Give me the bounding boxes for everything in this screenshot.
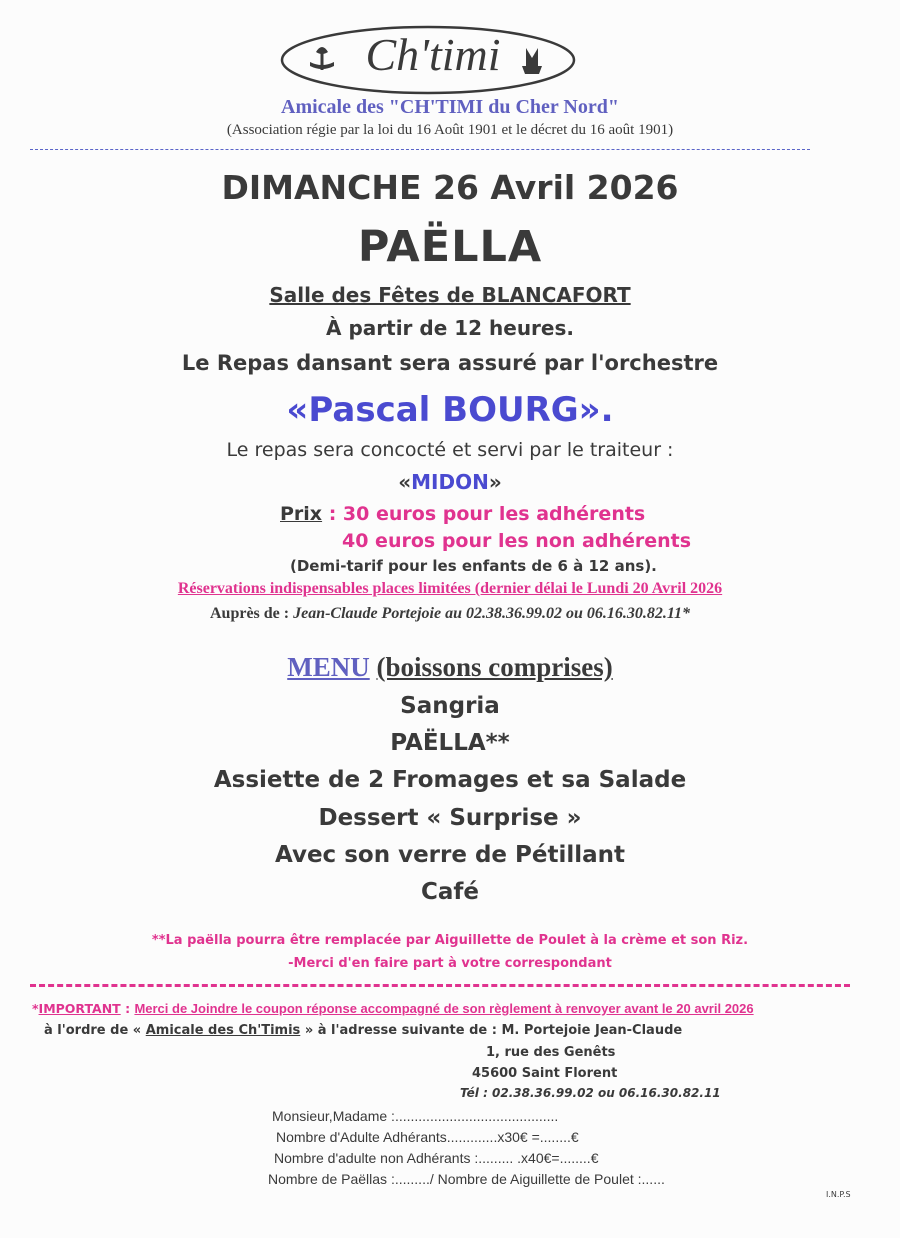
price-non-members: 40 euros pour les non adhérents (342, 530, 692, 552)
important-label: IMPORTANT (38, 1001, 121, 1016)
music-intro: Le Repas dansant sera assuré par l'orchestre (181, 351, 719, 375)
important-prefix: * (32, 1001, 39, 1016)
menu-footnote-2: -Merci d'en faire part à votre correspondant (288, 956, 612, 971)
menu-item: Sangria (400, 693, 500, 719)
contact-label: Auprès de : (209, 605, 290, 622)
orchestra-name: «Pascal BOURG». (286, 390, 614, 430)
price-line-members (280, 503, 645, 525)
order-suffix: » à l'adresse suivante de : M. Portejoie Jean-Claude (304, 1023, 683, 1038)
menu-item: Assiette de 2 Fromages et sa Salade (213, 767, 687, 793)
reservation-contact (0, 605, 900, 623)
printer-mark: I.N.P.S (826, 1190, 851, 1199)
caterer-line (0, 470, 900, 494)
address-line-2: 45600 Saint Florent (472, 1066, 618, 1081)
caterer-intro: Le repas sera concocté et servi par le traiteur : (226, 439, 674, 461)
price-children: (Demi-tarif pour les enfants de 6 à 12 ans). (290, 557, 657, 575)
coupon-divider (30, 984, 850, 987)
venue-text: Salle des Fêtes de BLANCAFORT (269, 283, 631, 307)
legal-note: (Association régie par la loi du 16 Août 1901 et le décret du 16 août 1901) (226, 122, 674, 138)
reservation-notice: Réservations indispensables places limitées (dernier délai le Lundi 20 Avril 2026 (177, 580, 723, 597)
important-text: Merci de Joindre le coupon réponse accompagné de son règlement à renvoyer avant le 20 avril 2026 (134, 1001, 754, 1016)
order-name: Amicale des Ch'Timis (145, 1023, 301, 1038)
field-name: Monsieur,Madame :.......................................... (272, 1108, 559, 1124)
field-counts: Nombre de Paëllas :........./ Nombre de Aiguillette de Poulet :...... (268, 1171, 665, 1187)
contact-info: Jean-Claude Portejoie au 02.38.36.99.02 ou 06.16.30.82.11* (293, 605, 690, 622)
menu-footnote-1: **La paëlla pourra être remplacée par Aiguillette de Poulet à la crème et son Riz. (151, 933, 749, 948)
logo-text: Ch'timi (365, 29, 501, 80)
menu-item: Avec son verre de Pétillant (274, 842, 626, 868)
menu-heading (0, 652, 900, 683)
important-colon: : (120, 1001, 131, 1016)
logo (278, 22, 578, 98)
order-prefix: à l'ordre de « (44, 1023, 142, 1038)
menu-item: PAËLLA** (390, 730, 510, 756)
event-venue (0, 283, 900, 307)
caterer-open-quote: « (398, 470, 412, 494)
caterer-close-quote: » (488, 470, 502, 494)
event-time: À partir de 12 heures. (326, 316, 574, 340)
menu-subtitle: (boissons comprises) (376, 652, 613, 682)
caterer-name: MIDON (411, 470, 489, 494)
price-members: 30 euros pour les adhérents (342, 503, 646, 525)
menu-title: MENU (287, 652, 370, 682)
phone-line: Tél : 02.38.36.99.02 ou 06.16.30.82.11 (460, 1086, 721, 1100)
association-name: Amicale des "CH'TIMI du Cher Nord" (281, 96, 619, 118)
field-adult-non-members: Nombre d'adulte non Adhérants :......... .x40€=........€ (274, 1150, 599, 1166)
menu-item: Café (420, 879, 479, 905)
field-adult-members: Nombre d'Adulte Adhérants.............x30€ =........€ (276, 1129, 579, 1145)
price-sep: : (322, 503, 337, 525)
important-line (32, 1001, 754, 1016)
price-label: Prix (280, 503, 323, 525)
address-line-1: 1, rue des Genêts (486, 1045, 616, 1060)
event-date: DIMANCHE 26 Avril 2026 (221, 168, 679, 207)
order-line (44, 1023, 682, 1038)
menu-item: Dessert « Surprise » (318, 805, 582, 831)
event-title: PAËLLA (357, 222, 543, 272)
header-divider (30, 149, 810, 150)
